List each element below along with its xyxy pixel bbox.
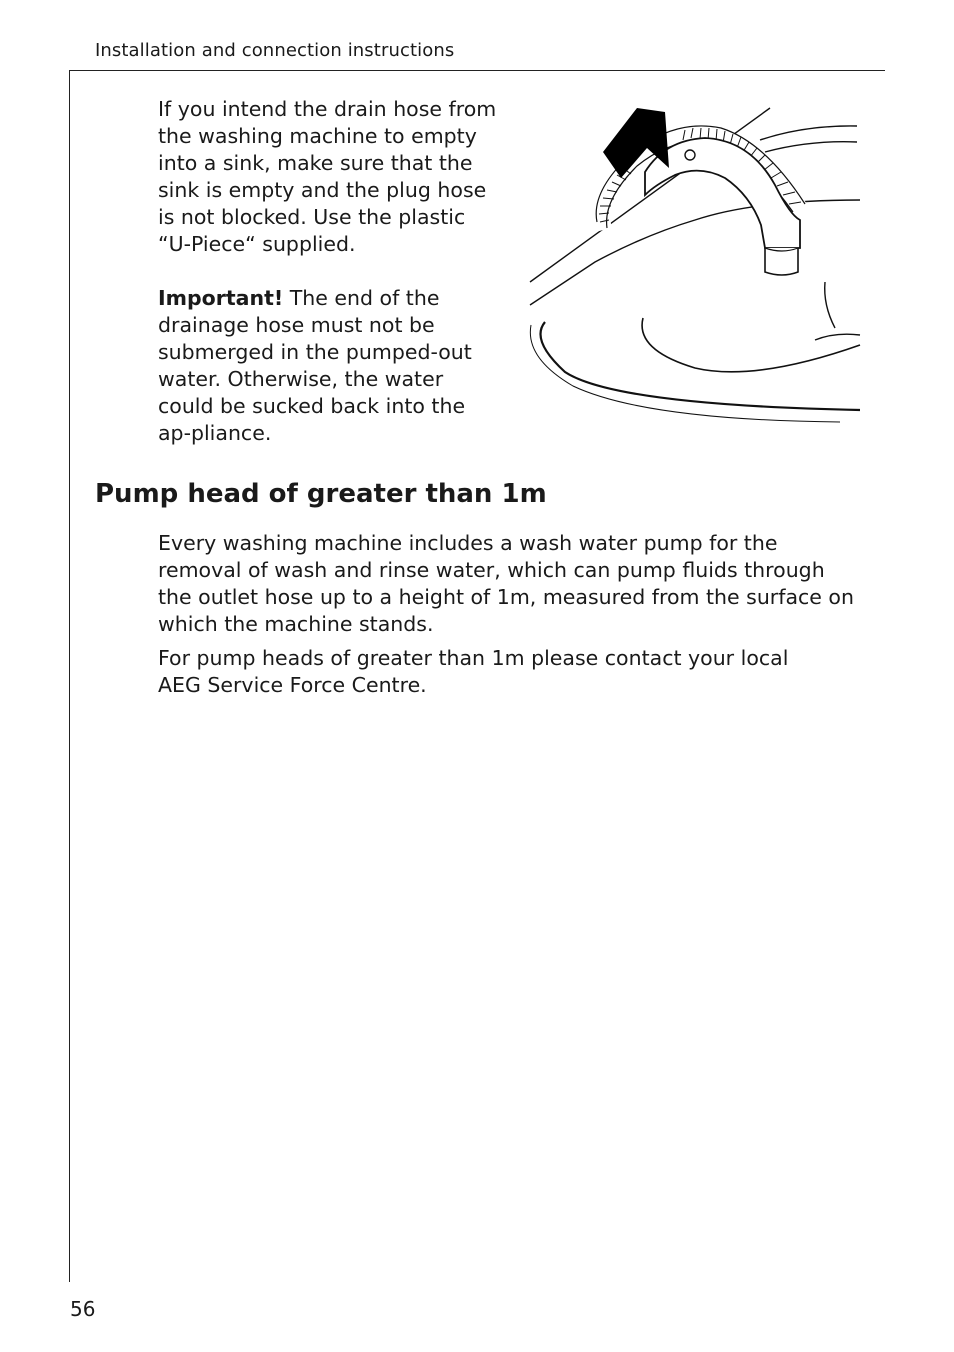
sink-drain-hose-illustration [525,100,865,430]
section-body [158,530,863,706]
contact-line-2: AEG Service Force Centre. [158,673,427,697]
header-rule [69,70,885,71]
important-text: The end of the drainage hose must not be submerged in the pumped-out water. Otherwise, the water could be sucked back into the ap-pliance. [158,286,472,445]
contact-line-1: For pump heads of greater than 1m please contact your local [158,646,789,670]
margin-rule [69,70,70,1282]
intro-paragraph: If you intend the drain hose from the washing machine to empty into a sink, make sure that the sink is empty and the plug hose is not blocked. Use the plastic “U-Piece“ supplied. [158,97,497,256]
important-paragraph [158,285,503,447]
page-number: 56 [70,1297,96,1321]
important-label: Important! [158,286,284,310]
intro-text [158,96,503,474]
section-heading: Pump head of greater than 1m [95,479,547,509]
running-header: Installation and connection instructions [95,40,455,61]
pump-description-paragraph: Every washing machine includes a wash water pump for the removal of wash and rinse water, which can pump fluids through the outlet hose up to a height of 1m, measured from the surface on which the machine stands. [158,531,854,636]
contact-paragraph [158,645,863,699]
